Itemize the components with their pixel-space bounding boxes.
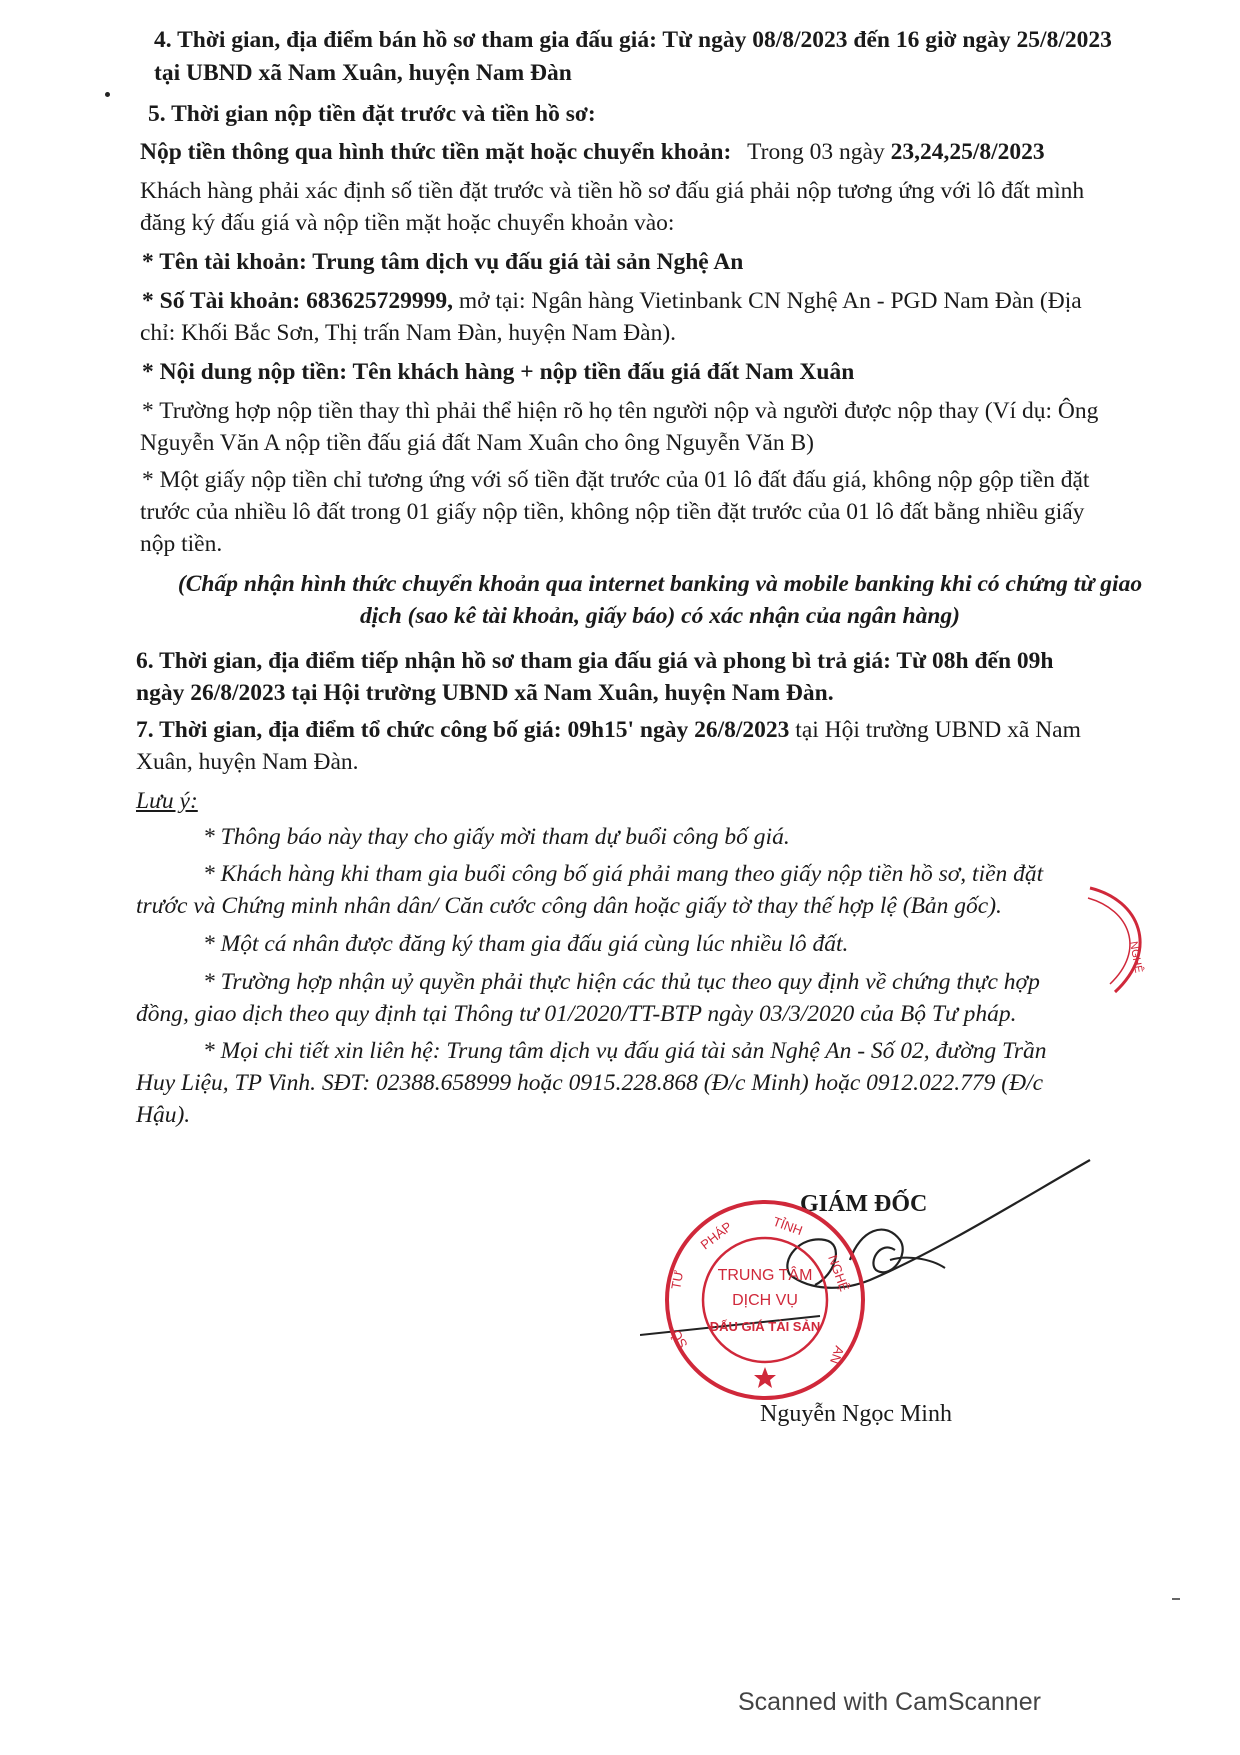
section5-banking-note-line1: (Chấp nhận hình thức chuyển khoản qua internet banking và mobile banking khi có chứng từ giao	[177, 571, 1143, 597]
note-3: * Một cá nhân được đăng ký tham gia đấu giá cùng lúc nhiều lô đất.	[203, 931, 849, 957]
notes-heading: Lưu ý:	[136, 788, 198, 814]
seal-ring-right: TỈNH	[770, 1213, 805, 1239]
official-seal-icon	[660, 1195, 870, 1405]
seal-line2: DỊCH VỤ	[732, 1292, 798, 1309]
section7-line1-rest: tại Hội trường UBND xã Nam	[795, 717, 1081, 743]
seal-ring-left: TƯ	[668, 1269, 687, 1291]
section7-line1	[136, 714, 1081, 747]
section5-intro-line2: đăng ký đấu giá và nộp tiền mặt hoặc chuyển khoản vào:	[140, 210, 675, 236]
partial-seal-text: NGHỆ	[1127, 940, 1145, 974]
partial-seal-icon	[1080, 880, 1160, 1000]
section5-slip-line2: trước của nhiều lô đất trong 01 giấy nộp tiền, không nộp tiền đặt trước của 01 lô đất bằng nhiều giấy	[140, 499, 1085, 525]
section6-line1: 6. Thời gian, địa điểm tiếp nhận hồ sơ tham gia đấu giá và phong bì trả giá: Từ 08h đến 09h	[136, 648, 1054, 674]
note-4-line2: đồng, giao dịch theo quy định tại Thông tư 01/2020/TT-BTP ngày 03/3/2020 của Bộ Tư pháp.	[136, 1001, 1017, 1027]
seal-ring-an: AN	[827, 1343, 848, 1367]
signature-title: GIÁM ĐỐC	[800, 1191, 928, 1217]
section7-line1-bold: 7. Thời gian, địa điểm tổ chức công bố giá: 09h15' ngày 26/8/2023	[136, 717, 790, 743]
section6-line2: ngày 26/8/2023 tại Hội trường UBND xã Nam Xuân, huyện Nam Đàn.	[136, 680, 834, 706]
section5-method-label: Nộp tiền thông qua hình thức tiền mặt hoặc chuyển khoản:	[140, 139, 732, 165]
section5-payment-content: * Nội dung nộp tiền: Tên khách hàng + nộp tiền đấu giá đất Nam Xuân	[142, 359, 855, 385]
section5-method-line	[140, 136, 1045, 169]
note-5-line3: Hậu).	[136, 1102, 191, 1128]
seal-ring-so: SỞ	[667, 1326, 691, 1351]
section7-line2: Xuân, huyện Nam Đàn.	[136, 749, 359, 775]
section4-line2: tại UBND xã Nam Xuân, huyện Nam Đàn	[154, 60, 572, 86]
section5-method-days: 23,24,25/8/2023	[890, 139, 1045, 165]
section5-method-time-prefix: Trong 03 ngày	[747, 139, 885, 165]
section5-heading: 5. Thời gian nộp tiền đặt trước và tiền hồ sơ:	[148, 101, 596, 127]
section5-account-bank-line2: chỉ: Khối Bắc Sơn, Thị trấn Nam Đàn, huyện Nam Đàn).	[140, 320, 677, 346]
section5-account-name: * Tên tài khoản: Trung tâm dịch vụ đấu giá tài sản Nghệ An	[142, 249, 744, 275]
note-5-line1: * Mọi chi tiết xin liên hệ: Trung tâm dịch vụ đấu giá tài sản Nghệ An - Số 02, đường Trần	[203, 1038, 1047, 1064]
seal-star-icon	[754, 1367, 776, 1388]
section5-account-bank: mở tại: Ngân hàng Vietinbank CN Nghệ An - PGD Nam Đàn (Địa	[458, 288, 1082, 314]
signature-name: Nguyễn Ngọc Minh	[760, 1401, 952, 1427]
note-4-line1: * Trường hợp nhận uỷ quyền phải thực hiện các thủ tục theo quy định về chứng thực hợp	[203, 969, 1040, 995]
note-1: * Thông báo này thay cho giấy mời tham dự buổi công bố giá.	[203, 824, 790, 850]
section5-account-line	[142, 285, 1082, 318]
seal-line3: ĐẤU GIÁ TÀI SẢN	[709, 1319, 821, 1334]
note-2-line2: trước và Chứng minh nhân dân/ Căn cước công dân hoặc giấy tờ thay thế hợp lệ (Bản gốc).	[136, 893, 1002, 919]
scan-speck	[1172, 1598, 1180, 1600]
section5-intro-line1: Khách hàng phải xác định số tiền đặt trước và tiền hồ sơ đấu giá phải nộp tương ứng với lô đất mình	[140, 178, 1085, 204]
section5-slip-line1: * Một giấy nộp tiền chỉ tương ứng với số tiền đặt trước của 01 lô đất đấu giá, không nộp gộp tiền đặt	[142, 467, 1090, 493]
seal-ring-nghe: NGHỆ	[825, 1252, 853, 1294]
seal-ring-top: PHÁP	[697, 1218, 735, 1253]
section5-account-number: * Số Tài khoản: 683625729999,	[142, 288, 454, 314]
camscanner-watermark: Scanned with CamScanner	[738, 1688, 1041, 1716]
seal-line1: TRUNG TÂM	[717, 1267, 813, 1284]
section5-banking-note-line2: dịch (sao kê tài khoản, giấy báo) có xác nhận của ngân hàng)	[360, 603, 960, 629]
section5-slip-line3: nộp tiền.	[140, 531, 223, 557]
section5-proxy-line1: * Trường hợp nộp tiền thay thì phải thể hiện rõ họ tên người nộp và người được nộp thay (Ví dụ: Ông	[142, 398, 1099, 424]
note-2-line1: * Khách hàng khi tham gia buổi công bố giá phải mang theo giấy nộp tiền hồ sơ, tiền đặt	[203, 861, 1044, 887]
scan-speck	[105, 92, 110, 97]
section4-line1: 4. Thời gian, địa điểm bán hồ sơ tham gia đấu giá: Từ ngày 08/8/2023 đến 16 giờ ngày 25/8/2023	[154, 27, 1112, 53]
note-5-line2: Huy Liệu, TP Vinh. SĐT: 02388.658999 hoặc 0915.228.868 (Đ/c Minh) hoặc 0912.022.779 (Đ/c	[136, 1070, 1044, 1096]
section5-proxy-line2: Nguyễn Văn A nộp tiền đấu giá đất Nam Xuân cho ông Nguyễn Văn B)	[140, 430, 814, 456]
